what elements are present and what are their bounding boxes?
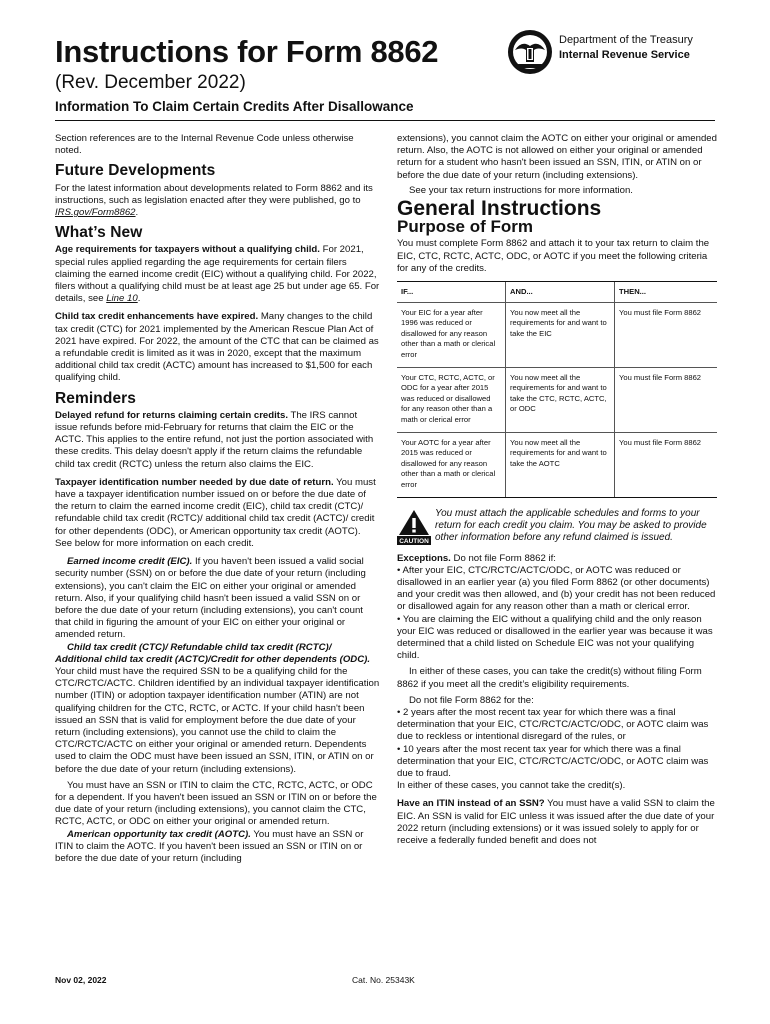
ssn-itin-paragraph: You must have an SSN or ITIN to claim the CTC, RCTC, ACTC, or ODC for a dependent. If you haven't been issued an SSN or ITIN on or before the due date of your return (including extensions), you cannot claim the CTC, RCTC, ACTC, or ODC on either your original or amended return.: [55, 779, 377, 828]
tin-paragraph: Taxpayer identification number needed by due date of return. You must have a taxpayer identification number issued on or before the due date of the return to claim the earned income credit (EIC), child tax credit (CTC)/ refundable child tax credit (RCTC)/ additional child tax credit (ACTC)/ credit for other dependents (ODC), or American opportunity tax credit (AOTC). See below for more information on each credit.: [55, 476, 376, 549]
right-column: [397, 133, 717, 853]
caution-note: [397, 508, 717, 545]
age-requirements-paragraph: Age requirements for taxpayers without a qualifying child. For 2021, special rules applied regarding the age requirements for certain filers claiming the earned income credit (EIC) without a qualifying child. For 2022, filers without a qualifying child must be at least age 25 but under age 65. For details, see Line 10.: [55, 244, 380, 305]
header-if: IF...: [397, 282, 506, 303]
document-subtitle: Information To Claim Certain Credits After Disallowance: [55, 99, 414, 114]
header-divider: [55, 120, 715, 121]
aotc-paragraph: American opportunity tax credit (AOTC). You must have an SSN or ITIN to claim the AOTC. If you haven't been issued an SSN or ITIN on or before the due date of your return (including: [55, 828, 364, 864]
table-cell: You must file Form 8862: [615, 432, 718, 497]
exception-bullet-1: • After your EIC, CTC/RCTC/ACTC/ODC, or AOTC was reduced or disallowed in an earlier year (a) you filed Form 8862 (or other documents) and your credit was then allowed, and (b) your credit has not been reduced or disallowed again for any reason other than a math or clerical error.: [397, 564, 716, 613]
general-instructions-heading: General Instructions: [397, 197, 602, 221]
year-bullet-2: • 10 years after the most recent tax year for which there was a final determination that your EIC, CTC/RCTC/ACTC/ODC, or AOTC claim was due to fraud.: [397, 743, 709, 779]
delayed-refund-paragraph: Delayed refund for returns claiming certain credits. The IRS cannot issue refunds before mid-February for returns that claim the EIC or the ACTC. This applies to the entire refund, not just the portion associated with these credits. This delay doesn't apply if the return claims the refundable child tax credit (RCTC) unless the return also claims the EIC.: [55, 409, 374, 470]
ctc-odc-paragraph: Child tax credit (CTC)/ Refundable child tax credit (RCTC)/ Additional child tax credit (ACTC)/Credit for other dependents (ODC). Your child must have the required SSN to be a qualifying child for the CTC/RCTC/ACTC. Children identified by an individual taxpayer identification number (ITIN) or adoption taxpayer identification number (ATIN) are not qualifying children for the CTC, RCTC, or ACTC. If your child hasn't been issued an SSN that is valid for employment before the due date of your return (including extensions), you cannot use the child to claim the CTC/RCTC/ACTC on either your original or amended return. Dependents used to claim the ODC must have been issued an SSN, ITIN, or ATIN on or before the due date of your return (including extensions).: [55, 641, 380, 775]
caution-text: You must attach the applicable schedules and forms to your return for each credit you claim. You may be asked to provide other information before any refund claimed is issued.: [435, 507, 707, 543]
table-cell: You now meet all the requirements for and want to take the EIC: [506, 302, 615, 367]
table-cell: Your CTC, RCTC, ACTC, or ODC for a year after 2015 was reduced or disallowed for any reason other than a math or clerical error: [397, 367, 506, 432]
either-case-text-2: In either of these cases, you cannot take the credit(s).: [397, 780, 626, 792]
future-developments-text: For the latest information about developments related to Form 8862 and its instructions, such as legislation enacted after they were published, go to IRS.gov/Form8862.: [55, 182, 373, 219]
future-developments-heading: Future Developments: [55, 162, 216, 180]
line-10-link[interactable]: Line 10: [106, 293, 138, 305]
whats-new-heading: What’s New: [55, 224, 143, 242]
either-case-text: In either of these cases, you can take the credit(s) without filing Form 8862 if you meet all the credit’s eligibility requirements.: [397, 666, 702, 690]
caution-warning-icon: [397, 509, 431, 545]
table-cell: You must file Form 8862: [615, 367, 718, 432]
table-cell: You now meet all the requirements for and want to take the AOTC: [506, 432, 615, 497]
criteria-table: [397, 281, 717, 498]
table-row: [397, 302, 717, 367]
catalog-number: Cat. No. 25343K: [352, 975, 415, 985]
intro-text: Section references are to the Internal Revenue Code unless otherwise noted.: [55, 133, 354, 157]
header-and: AND...: [506, 282, 615, 303]
exceptions-intro: Exceptions. Do not file Form 8862 if:: [397, 552, 556, 564]
table-cell: You must file Form 8862: [615, 302, 718, 367]
table-cell: Your EIC for a year after 1996 was reduced or disallowed for any reason other than a math or clerical error: [397, 302, 506, 367]
table-row: [397, 432, 717, 497]
table-cell: You now meet all the requirements for and want to take the CTC, RCTC, ACTC, or ODC: [506, 367, 615, 432]
header-then: THEN...: [615, 282, 718, 303]
itin-paragraph: Have an ITIN instead of an SSN? You must have a valid SSN to claim the EIC. An SSN is valid for EIC unless it was issued after the due date of your 2022 return (including extensions) or it was issued solely to apply for or receive a federally funded benefit and does not: [397, 798, 715, 846]
department-block: [559, 33, 693, 63]
table-row: [397, 367, 717, 432]
irs-eagle-logo-icon: [506, 28, 554, 76]
aotc-continued-text: extensions), you cannot claim the AOTC on either your original or amended return. Also, the AOTC is not allowed on either your original or amended return for a student who hasn't been issued an SSN, ITIN, or ATIN on or before the due date of your return (including extensions).: [397, 133, 717, 181]
table-cell: Your AOTC for a year after 2015 was reduced or disallowed for any reason other than a math or clerical error: [397, 432, 506, 497]
eic-paragraph: Earned income credit (EIC). If you haven't been issued a valid social security number (SSN) on or before the due date of your return (including extensions), you can't claim the EIC on either your original or amended return. Also, if your qualifying child hasn't been issued a valid SSN on or before the due date of your return (including extensions), you can't count that child in figuring the amount of your EIC on either your original or amended return.: [55, 556, 366, 641]
year-bullet-1: • 2 years after the most recent tax year for which there was a final determination that your EIC, CTC/RCTC/ACTC/ODC, or AOTC claim was due to reckless or intentional disregard of the rules, or: [397, 706, 709, 743]
exception-bullet-2: • You are claiming the EIC without a qualifying child and the only reason your EIC was reduced or disallowed in the earlier year was because it was determined that a child listed on Schedule EIC was not your qualifying child.: [397, 613, 713, 662]
ctc-expired-paragraph: Child tax credit enhancements have expired. Many changes to the child tax credit (CTC) for 2021 implemented by the American Rescue Plan Act of 2021 have expired. For 2022, the amount of the CTC that can be claimed as a refundable credit is limited as it was in 2020, except that the maximum additional child tax credit (ACTC) amount has increased to $1,500 for each qualifying child.: [55, 311, 379, 384]
document-title: Instructions for Form 8862: [55, 34, 439, 69]
purpose-text: You must complete Form 8862 and attach it to your tax return to claim the EIC, CTC, RCTC, ACTC, ODC, or AOTC if you meet the following criteria for any of the credits.: [397, 238, 710, 274]
reminders-heading: Reminders: [55, 389, 137, 407]
irs-form8862-link[interactable]: IRS.gov/Form8862: [55, 207, 136, 219]
left-column: [55, 133, 380, 871]
purpose-of-form-heading: Purpose of Form: [397, 217, 534, 237]
do-not-file-text: Do not file Form 8862 for the:: [409, 694, 534, 706]
revision-date: (Rev. December 2022): [55, 72, 246, 93]
footer-date: Nov 02, 2022: [55, 975, 107, 985]
see-instructions-text: See your tax return instructions for more information.: [409, 184, 633, 196]
table-header-row: [397, 282, 717, 303]
caution-label: CAUTION: [399, 537, 429, 545]
department-name: Department of the Treasury: [559, 34, 693, 46]
agency-name: Internal Revenue Service: [559, 49, 690, 61]
